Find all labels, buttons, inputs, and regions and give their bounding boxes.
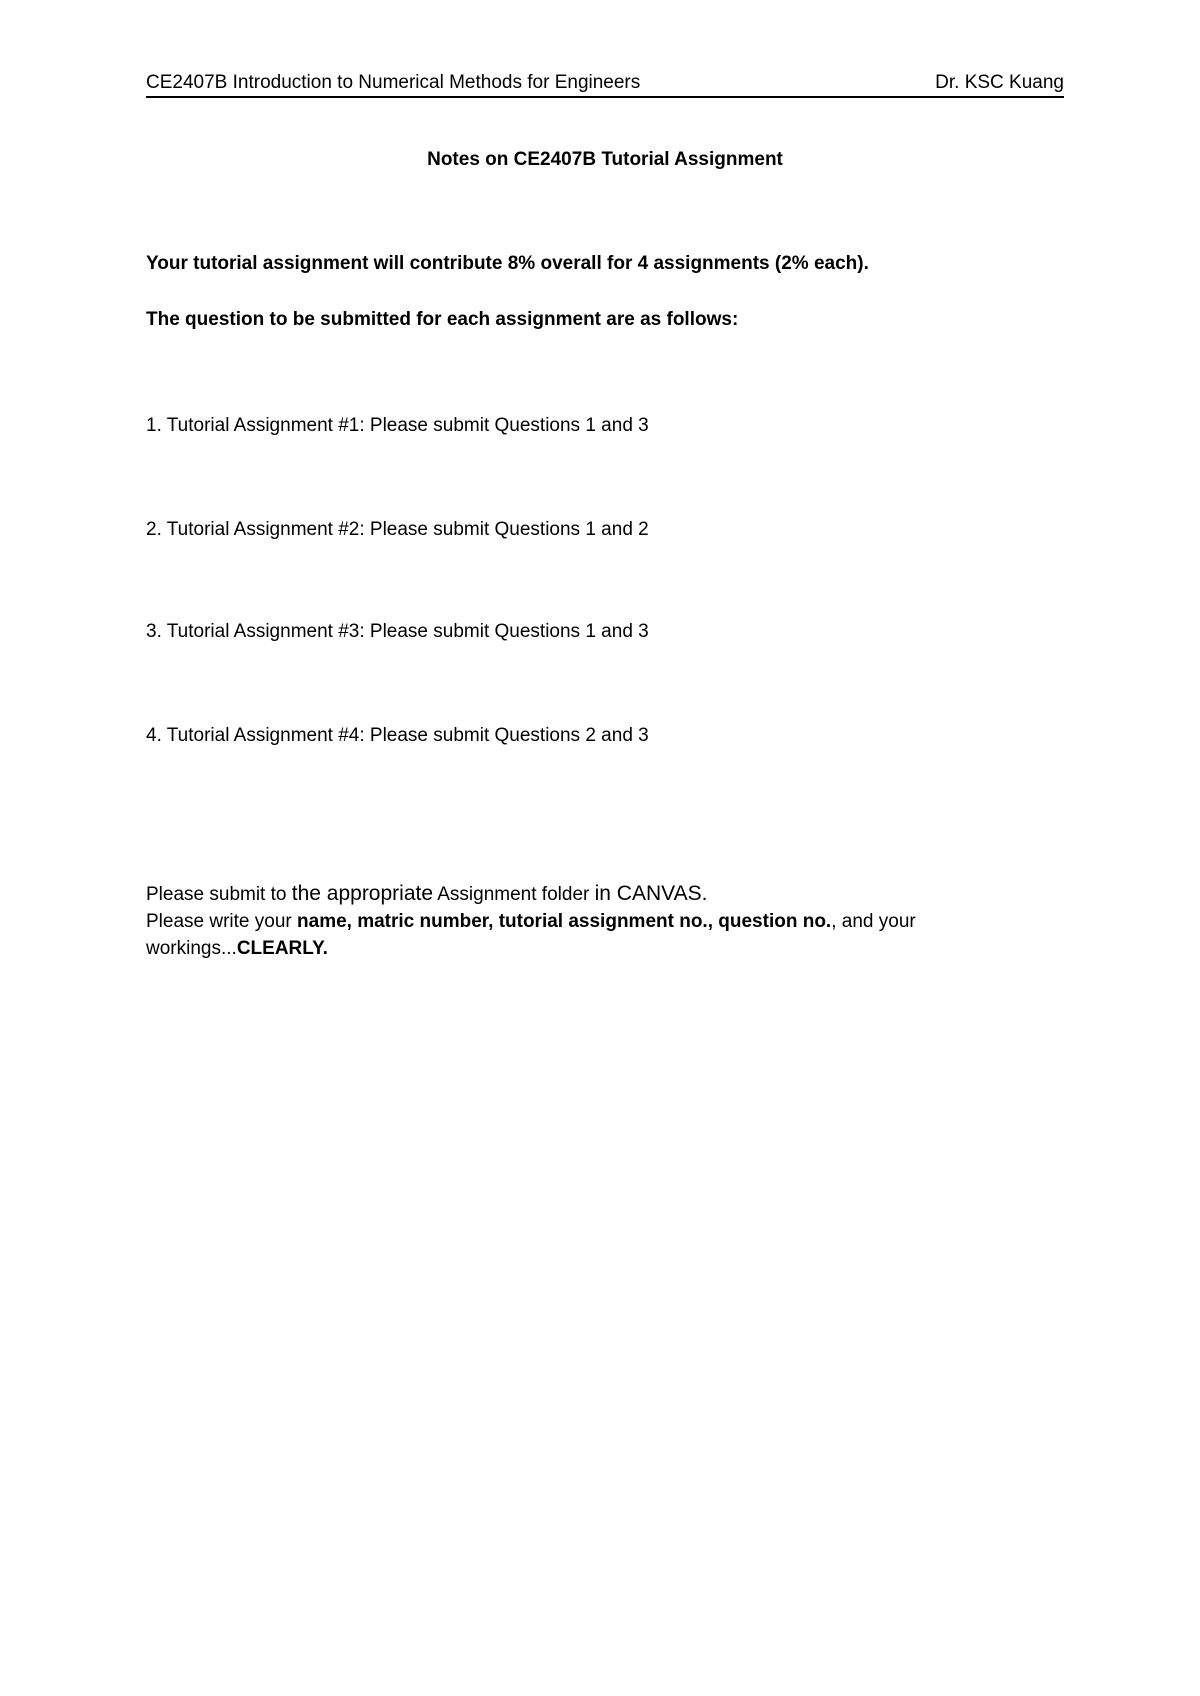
submission-instructions <box>146 880 1064 962</box>
write-text-d: workings... <box>146 938 237 959</box>
write-instruction <box>146 908 1064 962</box>
assignment-item-4: 4. Tutorial Assignment #4: Please submit Questions 2 and 3 <box>146 725 649 746</box>
write-text-a: Please write your <box>146 911 298 932</box>
submit-text-a: Please submit to <box>146 884 292 905</box>
page-header <box>146 72 1064 98</box>
assignment-item-3: 3. Tutorial Assignment #3: Please submit Questions 1 and 3 <box>146 621 649 642</box>
assignment-item-2: 2. Tutorial Assignment #2: Please submit Questions 1 and 2 <box>146 519 649 540</box>
intro-questions: The question to be submitted for each assignment are as follows: <box>146 309 739 330</box>
write-text-e: CLEARLY. <box>236 938 328 959</box>
submit-text-c: Assignment folder <box>433 884 595 905</box>
intro-weighting: Your tutorial assignment will contribute 8% overall for 4 assignments (2% each). <box>146 253 869 274</box>
submit-text-b: the appropriate <box>291 882 434 905</box>
write-text-b: name, matric number, tutorial assignment no., question no. <box>297 911 832 932</box>
lecturer-name: Dr. KSC Kuang <box>935 72 1064 93</box>
document-title: Notes on CE2407B Tutorial Assignment <box>427 149 783 170</box>
assignment-item-1: 1. Tutorial Assignment #1: Please submit Questions 1 and 3 <box>146 415 649 436</box>
write-text-c: , and your <box>831 911 916 932</box>
submit-text-d: in CANVAS. <box>594 882 708 905</box>
submit-instruction <box>146 880 1064 908</box>
course-title: CE2407B Introduction to Numerical Methods for Engineers <box>146 72 641 93</box>
